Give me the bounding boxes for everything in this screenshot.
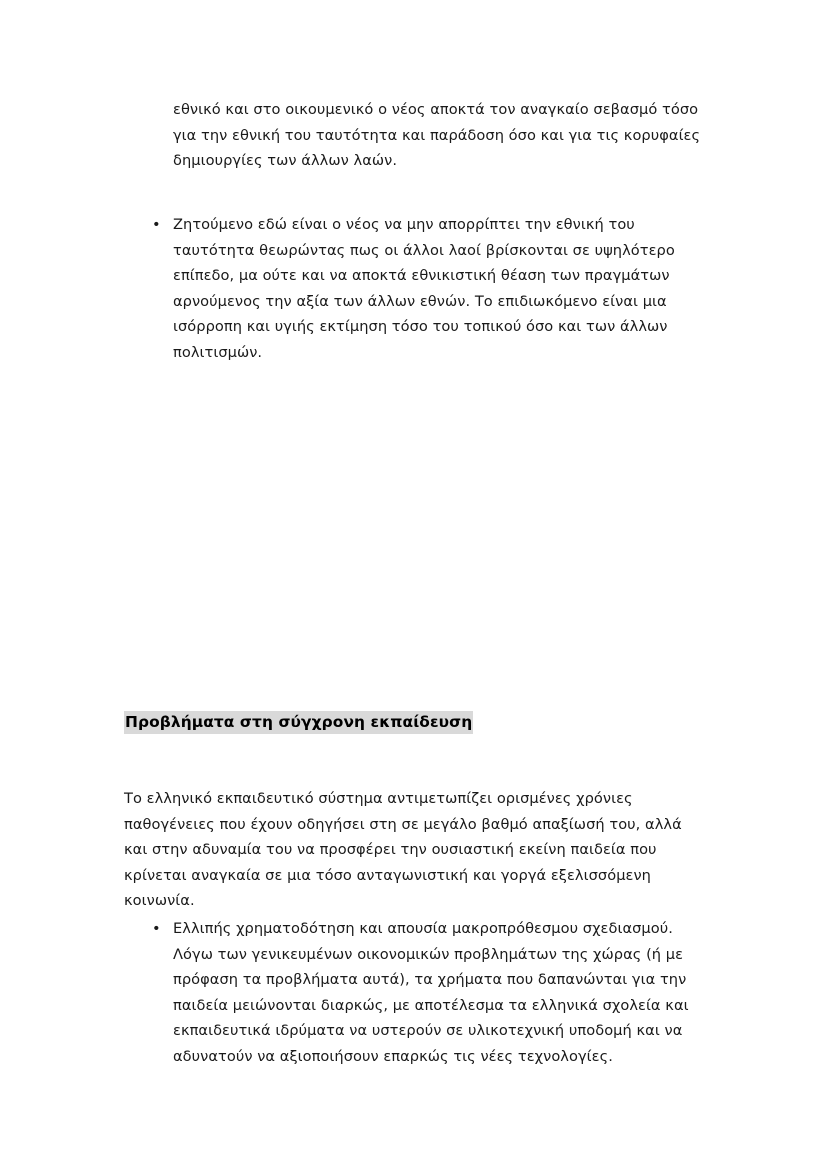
list-item-text: Ζητούμενο εδώ είναι ο νέος να μην απορρίπτει την εθνική του ταυτότητα θεωρώντας πως οι άλλοι λαοί βρίσκονται σε υψηλότερο επίπεδο, μα ούτε και να αποκτά εθνικιστική θέαση των πραγμάτων αρνούμενος την αξία των άλλων εθνών. Το επιδιωκόμενο είναι μια ισόρροπη και υγιής εκτίμηση τόσο του τοπικού όσο και των άλλων πολιτισμών. — [173, 216, 675, 361]
bullet-marker-icon: • — [152, 216, 161, 233]
continuation-paragraph: εθνικό και στο οικουμενικό ο νέος αποκτά τον αναγκαίο σεβασμό τόσο για την εθνική του ταυτότητα και παράδοση όσο και για τις κορυφαίες δημιουργίες των άλλων λαών. — [173, 101, 701, 169]
section-heading: Προβλήματα στη σύγχρονη εκπαίδευση — [124, 711, 473, 734]
bullet-marker-icon: • — [152, 920, 161, 937]
section-intro-paragraph: Το ελληνικό εκπαιδευτικό σύστημα αντιμετωπίζει ορισμένες χρόνιες παθογένειες που έχουν οδηγήσει στη σε μεγάλο βαθμό απαξίωσή του, αλλά και στην αδυναμία του να προσφέρει την ουσιαστική εκείνη παιδεία που κρίνεται αναγκαία σε μια τόσο ανταγωνιστική και γοργά εξελισσόμενη κοινωνία. — [124, 790, 682, 909]
section-heading-container — [124, 709, 473, 736]
list-item — [152, 212, 708, 365]
list-item — [152, 916, 708, 1069]
list-item-text: Ελλιπής χρηματοδότηση και απουσία μακροπρόθεσμου σχεδιασμού. Λόγω των γενικευμένων οικονομικών προβλημάτων της χώρας (ή με πρόφαση τα προβλήματα αυτά), τα χρήματα που δαπανώνται για την παιδεία μειώνονται διαρκώς, με αποτέλεσμα τα ελληνικά σχολεία και εκπαιδευτικά ιδρύματα να υστερούν σε υλικοτεχνική υποδομή και να αδυνατούν να αξιοποιήσουν επαρκώς τις νέες τεχνολογίες. — [173, 920, 689, 1065]
